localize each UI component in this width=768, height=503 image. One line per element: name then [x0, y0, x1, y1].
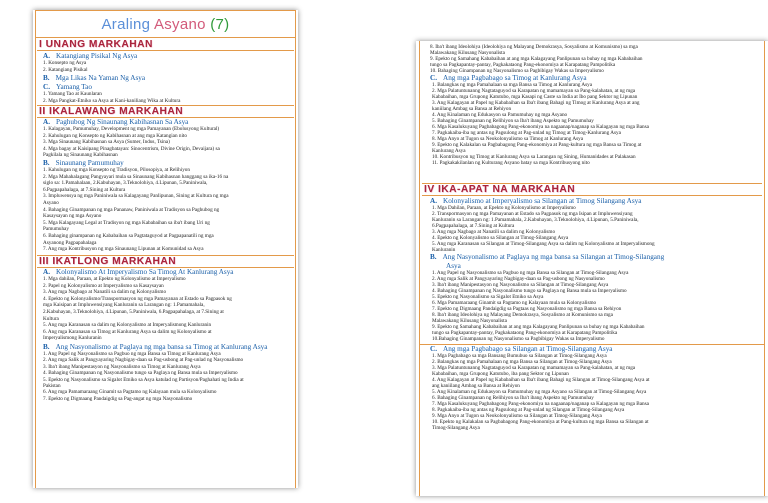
list-item: 2. Balangkas ng mga Pamahalaan ng mga Bansa sa Silangan at Timog-Silangang Asya [432, 359, 612, 365]
document-page-2 [416, 41, 768, 496]
title-grade: (7) [210, 16, 230, 33]
list-item: 7. Epekto ng Digmaang Pandaigdig sa Pagtaas ng Nasyonalismo ng mga Bansa sa Rehiyon [432, 306, 622, 312]
section-heading-2: II IKALAWANG MARKAHAN [37, 105, 294, 118]
section-heading-4: IV IKA-APAT NA MARKAHAN [422, 183, 762, 196]
title-word-asyano: Asyano [153, 16, 206, 33]
subsection-title: Yamang Tao [56, 83, 92, 91]
subsection-title-cont: Asya [446, 262, 461, 270]
list-item: 7. Mga Kasalukuyang Pagbabagong Pang-ekonomiya na nagaanap/naganap sa Kalagayan ng mga Bansa [432, 401, 649, 407]
list-item: 5. Ang mga Karanasan sa dalim ng Kolonyalismo at Imperyalismong Kanluranin [43, 322, 212, 329]
subsection-letter: A. [43, 52, 50, 60]
subsection-title: Katangiang Pisikal Ng Asya [56, 52, 138, 60]
list-item: 6. Bahaging Ginampanan ng Relihiyon sa Iba't ibang Aspekto ng Pamumuhay [432, 395, 594, 401]
list-item: 8. Iba't ibang Ideolohiya (Ideolohiya ng Malayang Demokrasya, Sosyalismo at Komunismo) sa mga [430, 44, 638, 50]
list-item: 3. Ang Kalagayan at Papel ng Kababaihan sa Iba't ibang Bahagi ng Timog at Kanlurang Asya at ang [432, 100, 640, 106]
list-item: 3. Iba't ibang Manipestasyon ng Nasyonalismo sa Timog at Kanlurang Asya [43, 363, 201, 370]
subsection-heading [430, 74, 587, 82]
list-item: 11. Pagkakakilanlan ng Kulturang Asyano batay sa mga Kontribusyong nito [432, 160, 590, 166]
list-item: 6. Bahaging ginampanan ng Kababaihan sa Pagtataguyod at Pagpapanatili ng mga [43, 233, 214, 239]
list-item: siglo sa: 1.Pamahalaan, 2.Kabuhayan, 3.Teknolohiya, 4.Lipunan, 5.Paniniwala, [43, 180, 208, 187]
list-item: Pakistan [43, 383, 61, 389]
list-item: Malawakang Kilusang Nasyonalista [430, 50, 505, 56]
list-item: 2. Kahulugan ng Konsepto ng Kabihasnan at ang mga Katangian nito [43, 132, 187, 139]
title-word-araling: Araling [101, 16, 151, 33]
list-item: 3. Iba't ibang Manipestasyon ng Nasyonalismo sa Silangan at Timog-Silangang Asya [432, 282, 609, 288]
list-item: Kasaysayan ng mga Asyano [43, 213, 102, 220]
list-item: 5. Ang mga Karanasan sa Silangan at Timog-Silangang Asya sa dalim ng Kolonyalismo at Imperyalismong [432, 241, 655, 247]
subsection-title: Ang Nasyonalismo at Paglaya ng mga bansa sa Silangan at Timog-Silangang [442, 253, 665, 261]
list-item: Kanlurang Asya [432, 148, 466, 154]
list-item: 4. Bahaging Ginampanan ng mga Pananaw, Paniniwala at Tradisyon sa Paghubog ng [43, 206, 220, 213]
list-item: 1. Mga Pagbabago sa mga Bansang Bumubuo sa Silangan at Timog-Silangang Asya [432, 353, 607, 359]
subsection-letter: A. [430, 197, 437, 205]
divider [35, 37, 296, 38]
subsection-title: Sinaunang Pamumuhay [55, 159, 124, 167]
list-item: 4. Bahaging Ginampanan ng Nasyonalismo tungo sa Paglaya ng Bansa mula sa Imperyalismo [432, 288, 627, 294]
list-item: 1. Yamang Tao at Kaunlaran [43, 91, 102, 97]
list-item: 1. Balangkas ng mga Pamahalaan sa mga Bansa sa Timog at Kanlurang Asya [432, 82, 593, 88]
subsection-heading [43, 118, 188, 126]
list-item: 9. Epekto ng Kalakalan sa Pagbabagong Pang-ekonomiya at Pang-kultura ng mga Bansa sa Timog at [432, 142, 642, 148]
list-item: 2. Transpormasyon ng mga Pamayanan at Estado sa Pagpasok ng mga Isipan at Impluwensiyang [432, 211, 633, 217]
subsection-title: Paghubog Ng Sinaunang Kabihasnan Sa Asya [56, 118, 189, 126]
subsection-title: Kolonyalismo at Imperyalismo sa Silangan at Timog Silangang Asya [443, 197, 642, 205]
list-item: 2. Ang mga Salik at Pangyayaring Nagbigay-daan sa Pag-usbong ng Nasyonalismo [432, 276, 605, 282]
document-page-1 [33, 10, 298, 488]
list-item: 2. Mga Mahahalagang Pangyayari mula sa Sinaunang Kabihasnan hanggang sa ika-16 na [43, 173, 229, 180]
page-title [33, 16, 298, 33]
subsection-heading [43, 74, 145, 82]
list-item: Asyano [43, 200, 59, 206]
list-item: 2. Katangiang Pisikal [43, 66, 88, 73]
list-item: 1. Kahulugan ng mga Konsepto ng Tradisyon, Pilosopiya, at Relihiyon [43, 167, 190, 173]
list-item: 2. Mga Pangkat-Etniko sa Asya at Kani-kaniliang Wika at Kultura [43, 97, 181, 104]
list-item: 2. Mga Palatuntunanng Nagtataguyod sa Karapatan ng mamamayan sa Pang-kalahatan, at ng mga [432, 88, 636, 94]
list-item: Kultura [43, 315, 59, 322]
list-item: 3. Impluwensya ng mga Paniniwala sa Kalagayang Panlipunan, Sining at Kultura ng mga [43, 193, 229, 200]
list-item: 1. Ang Papel ng Nasyonalismo sa Pagbuo ng mga Bansa sa Timog at Kanlurang Asya [43, 351, 221, 357]
list-item: 4. Ang Kalagayan at Papel ng Kababaihan sa Iba't ibang Bahagi ng Silangan at Timog-Silangang Asya at [432, 377, 650, 383]
list-item: 3. Mga Sinaunang Kabihasnan sa Asya (Sumer, Indus, Tsina) [43, 139, 170, 146]
list-item: 8. Pagkakaiba-iba ng antas ng Pagsulong at Pag-unlad ng Silangan at Timog-Silangang Asya [432, 407, 625, 413]
subsection-heading [430, 345, 613, 353]
subsection-heading [43, 268, 234, 276]
list-item: 3. Ang mga Nagbago at Nanatili sa dalim ng Kolonyalismo [43, 289, 167, 296]
list-item: 9. Mga Anyo at Tugon sa Neokolonyalismo sa Silangan at Timog-Silangang Asya [432, 413, 602, 419]
subsection-heading [430, 197, 641, 205]
list-item: 1. Ang Papel ng Nasyonalismo sa Pagbuo ng mga Bansa sa Silangan at Timog-Silangang Asya [432, 270, 629, 276]
section-heading-1: I UNANG MARKAHAN [37, 39, 294, 51]
subsection-heading [43, 343, 267, 351]
list-item: 5. Epekto ng Nasyonalismo sa Sigalot Etniko sa Asya katulad ng Partisyon/Paghahati ng India at [43, 376, 244, 383]
subsection-letter: C. [430, 345, 437, 353]
list-item: Malawakang Kilusang Nasyonalista [432, 318, 507, 324]
list-item: ang kaniilang Ambag sa Bansa at Rehiyon [432, 383, 520, 389]
list-item: 8. Iba't ibang Ideolohiya ng Malayang Demokrasya, Sosyalismo at Komunismo sa mga [432, 312, 613, 318]
list-item: 4. Ang Kinalaman ng Edukasyon sa Pamumuhay ng mga Asyano [432, 112, 568, 118]
list-item: 4. Bahaging Ginampanan ng Nasyonalismo tungo sa Paglaya ng Bansa mula sa Imperyalismo [43, 370, 238, 377]
subsection-letter: C. [430, 74, 437, 82]
list-item: 2. Ang mga Salik at Pangyayaring Nagbigay-daan sa Pag-usbong at Pag-unlad ng Nasyonalismo [43, 357, 244, 364]
list-item: 3. Ang mga Nagbago at Nanatili sa dalim ng Kolonyalismo [432, 229, 556, 235]
subsection-letter: A. [43, 118, 50, 126]
list-item: 6. Ang mga Karanasan sa Timog at Kanlurang Asya sa dalim ng Kolonyalismo at [43, 328, 212, 335]
list-item: 4. Epekto ng Kolonyalismo sa Silangan at Timog-Silangang Asya [432, 235, 569, 241]
list-item: 7. Ang mga Kontribusyon ng mga Sinaunang Lipunan at Komunidad sa Asya [43, 246, 204, 253]
subsection-title: Ang mga Pagbabago sa Silangan at Timog-Silangang Asya [443, 345, 613, 353]
subsection-heading [43, 83, 92, 91]
subsection-title: Ang mga Pagbabago sa Timog at Kanlurang Asya [443, 74, 587, 82]
subsection-letter: B. [43, 343, 50, 351]
subsection-letter: B. [430, 253, 437, 261]
list-item: 5. Ang Kinalaman ng Edukasyon sa Pamumuhay ng mga Asyano sa Silangan at Timog-Silangang Asya [432, 389, 647, 395]
list-item: kaniilang Ambag sa Bansa at Rehiyon [432, 106, 512, 112]
list-item: Kanluranin [432, 247, 456, 253]
list-item: 10. Epekto ng Kalakalan sa Pagbabagong Pang-ekonomiya at Pang-kultura ng mga Bansa sa Silangan at [432, 419, 649, 425]
list-item: 1. Mga Dahilan, Paraan, at Epekto ng Kolonyalismo at Imperyalismo [432, 205, 576, 211]
list-item: 7. Epekto ng Digmaang Pandaigdig sa Pag-angat ng mga Nasyonalismo [43, 395, 193, 402]
list-item: Kababaihan, mga Grupong Katutubo, iba pang Sektor ng Lipunan [432, 371, 569, 377]
list-item: 5. Bahaging Ginampanan ng Relihiyon sa Iba't ibang Aspekto ng Pamumuhay [432, 118, 594, 124]
subsection-heading [43, 159, 124, 167]
list-item: 7. Pagkakaiba-iba ng antas ng Pagsulong at Pag-unlad ng Timog at Timog-Kanlurang Asya [432, 130, 621, 136]
list-item: Imperyalismong Kanluranin [43, 335, 102, 342]
list-item: Kababaihan, mga Grupong Katutubo, mga Kasapi ng Caste sa India at Ibo pang Sektor ng Lipunan [432, 94, 638, 100]
list-item: 2. Papel ng Kolonyalismo at Imperyalismo sa Kasaysayan [43, 282, 164, 289]
subsection-title: Kolonyalismo At Imperyalismo Sa Timog At Kanlurang Asya [56, 268, 234, 276]
subsection-letter: A. [43, 268, 50, 276]
list-item: 1. Konsepto ng Asya [43, 60, 87, 66]
subsection-title: Ang Nasyonalismo at Paglaya ng mga bansa sa Timog at Kanlurang Asya [55, 343, 268, 351]
list-item: 6.Pagpapahalaga, at 7.Sining at Kultura [432, 223, 515, 229]
list-item: Timog-Silangang Asya [432, 425, 480, 431]
list-item: 6. Mga Kasalukuyang Pagbabagong Pang-ekonomiya na nagaanap/naganap sa Kalagayan ng mga Bansa [432, 124, 649, 130]
list-item: 10. Kontribusyon ng Timog at Kanlurang Asya sa Larangan ng Sining, Humanidades at Palakasan [432, 154, 636, 160]
list-item: tungo sa Pagkapantay-pantay, Pagkakataong Pang-ekonomiya at Karapatang Pampolitika [432, 330, 618, 336]
list-item: 10. Bahaging Ginampanan ng Nasyonalismo sa Pagbibigay Wakas sa Imperyalismo [430, 68, 604, 74]
section-heading-3: III IKATLONG MARKAHAN [37, 255, 294, 268]
list-item: 1. Kalagayan, Pamumuhay, Development ng mga Pamayanan (Ebolusyong Kultural) [43, 126, 220, 132]
list-item: Kanluranin sa Larangan ng: 1.Pamamahala, 2.Kabuhayan, 3.Teknolohiya, 4.Lipunan, 5.Paniniwala, [432, 217, 639, 223]
subsection-letter: C. [43, 83, 50, 91]
subsection-title: Mga Likas Na Yaman Ng Asya [55, 74, 146, 82]
list-item: 5. Mga Kalagayang Legal at Tradisyon ng mga Kababaihan sa iba't ibang Uri ng [43, 219, 210, 226]
list-item: Pagkilala ng Sinaunang Kabihasnan [43, 152, 118, 159]
list-item: 6. Mga Pamamaraang Ginamit sa Pagtamo ng Kalayaan mula sa Kolonyalismo [432, 300, 597, 306]
list-item: 6. Ang mga Pamamaraang Ginamit sa Pagtamo ng Kalayaan mula sa Kolonyalismo [43, 389, 217, 396]
list-item: 3. Mga Palatuntunanng Nagtataguyod sa Karapatan ng mamamayan sa Pang-kalahatan, at ng mga [432, 365, 636, 371]
list-item: Asyanong Pagpapahalaga [43, 239, 97, 246]
subsection-letter: B. [43, 74, 50, 82]
list-item: 4. Epekto ng Kolonyalismo/Transpormasyon ng mga Pamayanan at Estado sa Pagpasok ng [43, 295, 232, 302]
list-item: 2.Kabuhayan, 3.Teknolohiya, 4.Lipunan, 5.Paniniwala, 6.Pagpapahalaga, at 7.Sining at [43, 309, 224, 315]
list-item: mga Kaisipan at Impluwensiyang Kanluranin sa Larangan ng: 1.Pamamahala, [43, 302, 205, 309]
list-item: 4. Mga bagay at Kaisipang Pinagbatayan: Sinocentrism, Divine Origin, Devaijara) sa [43, 145, 220, 152]
list-item: 6.Pagpapahalaga, at 7.Sining at Kultura [43, 186, 126, 193]
list-item: 8. Mga Anyo at Tugon sa Neokolonyalismo sa Timog at Kanlurang Asya [432, 136, 584, 142]
subsection-heading [43, 52, 137, 60]
list-item: 9. Epekto ng Samahang Kababaihan at ang mga Kalagayang Panlipunan sa buhay ng mga Kababaihan [430, 56, 643, 62]
list-item: tungo sa Pagkapantay-pantay, Pagkakataong Pang-ekonomiya at Karapatang Pampolitika [430, 62, 616, 68]
subsection-heading [430, 253, 664, 261]
list-item: 1. Mga dahilan, Paraan, at Epekto ng Kolonyalismo at Imperyalismo [43, 276, 186, 282]
list-item: 5. Epekto ng Nasyonalismo sa Sigalot Etniko sa Asya [432, 294, 544, 300]
list-item: 10.Bahaging Ginampanan ng Nasyonalismo sa Pagbibigay Wakas sa Imperyalismo [432, 336, 605, 342]
list-item: 9. Epekto ng Samahang Kababaihan at ang mga Kalagayang Panlipunan sa buhay ng mga Kababaihan [432, 324, 645, 330]
list-item: Pamumuhay [43, 226, 69, 233]
subsection-letter: B. [43, 159, 50, 167]
